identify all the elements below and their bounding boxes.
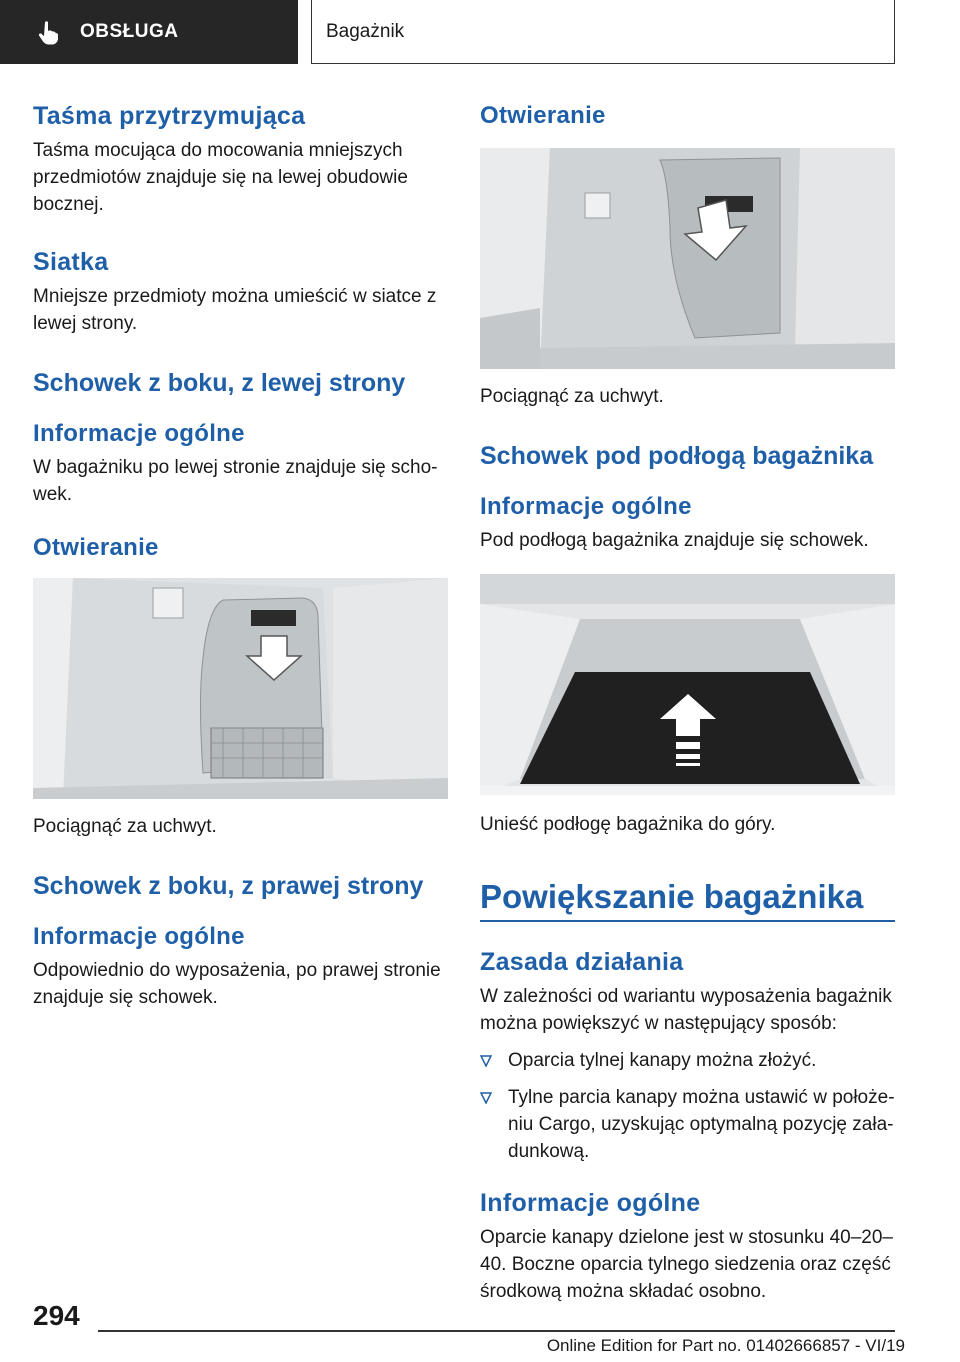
page-number: 294 — [33, 1300, 80, 1331]
heading-zasada: Zasada działania — [480, 948, 684, 976]
hand-pointer-icon — [36, 19, 62, 45]
figure-floor-compartment — [480, 574, 895, 795]
left-column — [33, 98, 448, 1011]
caption-floor-compartment: Unieść podłogę bagażnika do góry. — [480, 814, 776, 835]
heading-tasma: Taśma przytrzymująca — [33, 102, 306, 130]
text-info-podloga: Pod podłogą bagażnika znajduje się schowek. — [480, 530, 869, 551]
subheading-info-prawy: Informacje ogólne — [33, 923, 245, 950]
footer-rule — [98, 1330, 895, 1332]
subheading-otwieranie-lewy: Otwieranie — [33, 534, 159, 561]
list-item — [480, 1047, 895, 1074]
heading-rule — [480, 920, 895, 922]
text-info-prawy: Odpowiednio do wyposażenia, po prawej stronie znajduje się schowek. — [33, 960, 441, 1008]
heading-schowek-prawy: Schowek z boku, z prawej strony — [33, 872, 424, 900]
heading-schowek-lewy: Schowek z boku, z lewej strony — [33, 369, 406, 397]
subheading-info-podloga: Informacje ogólne — [480, 493, 692, 520]
subheading-info-lewy: Informacje ogólne — [33, 420, 245, 447]
triangle-bullet-icon — [480, 1055, 492, 1067]
text-siatka: Mniejsze przedmioty można umieścić w siatce z lewej strony. — [33, 286, 437, 334]
footer-edition: Online Edition for Part no. 01402666857 - VI/19 — [546, 1336, 905, 1355]
section-title: Bagażnik — [326, 20, 405, 42]
chapter-tab[interactable] — [0, 0, 298, 64]
heading-schowek-podloga: Schowek pod podłogą bagażnika — [480, 442, 874, 470]
triangle-bullet-icon — [480, 1092, 492, 1104]
heading-info-oparcie: Informacje ogólne — [480, 1189, 701, 1217]
text-tasma: Taśma mocująca do mocowania mniejszych przedmiotów znajduje się na lewej obudowie bocznej. — [33, 140, 408, 215]
list-item — [480, 1084, 895, 1165]
subheading-otwieranie-prawy: Otwieranie — [480, 102, 606, 129]
chapter-tab-label: OBSŁUGA — [80, 21, 179, 42]
list-item-text: Oparcia tylnej kanapy można złożyć. — [508, 1050, 817, 1071]
caption-right-compartment: Pociągnąć za uchwyt. — [480, 386, 664, 407]
section-title-box — [311, 0, 895, 64]
text-zasada: W zależności od wariantu wyposażenia bagażnik można powiększyć w następujący sposób: — [480, 986, 892, 1034]
right-column — [480, 98, 895, 1305]
figure-left-compartment — [33, 578, 448, 799]
caption-left-compartment: Pociągnąć za uchwyt. — [33, 816, 217, 837]
figure-right-compartment — [480, 148, 895, 369]
text-info-oparcie: Oparcie kanapy dzielone jest w stosunku 40–20–40. Boczne oparcia tylnego siedzenia oraz część środkową można składać osobno. — [480, 1227, 893, 1302]
bullet-list — [480, 1047, 895, 1165]
heading-siatka: Siatka — [33, 248, 109, 276]
text-info-lewy: W bagażniku po lewej stronie znajduje się scho-wek. — [33, 457, 438, 505]
heading-powiekszanie: Powiększanie bagażnika — [480, 878, 864, 915]
list-item-text: Tylne parcia kanapy można ustawić w położe-niu Cargo, uzyskując optymalną pozycję zała-dunkową. — [508, 1087, 895, 1162]
